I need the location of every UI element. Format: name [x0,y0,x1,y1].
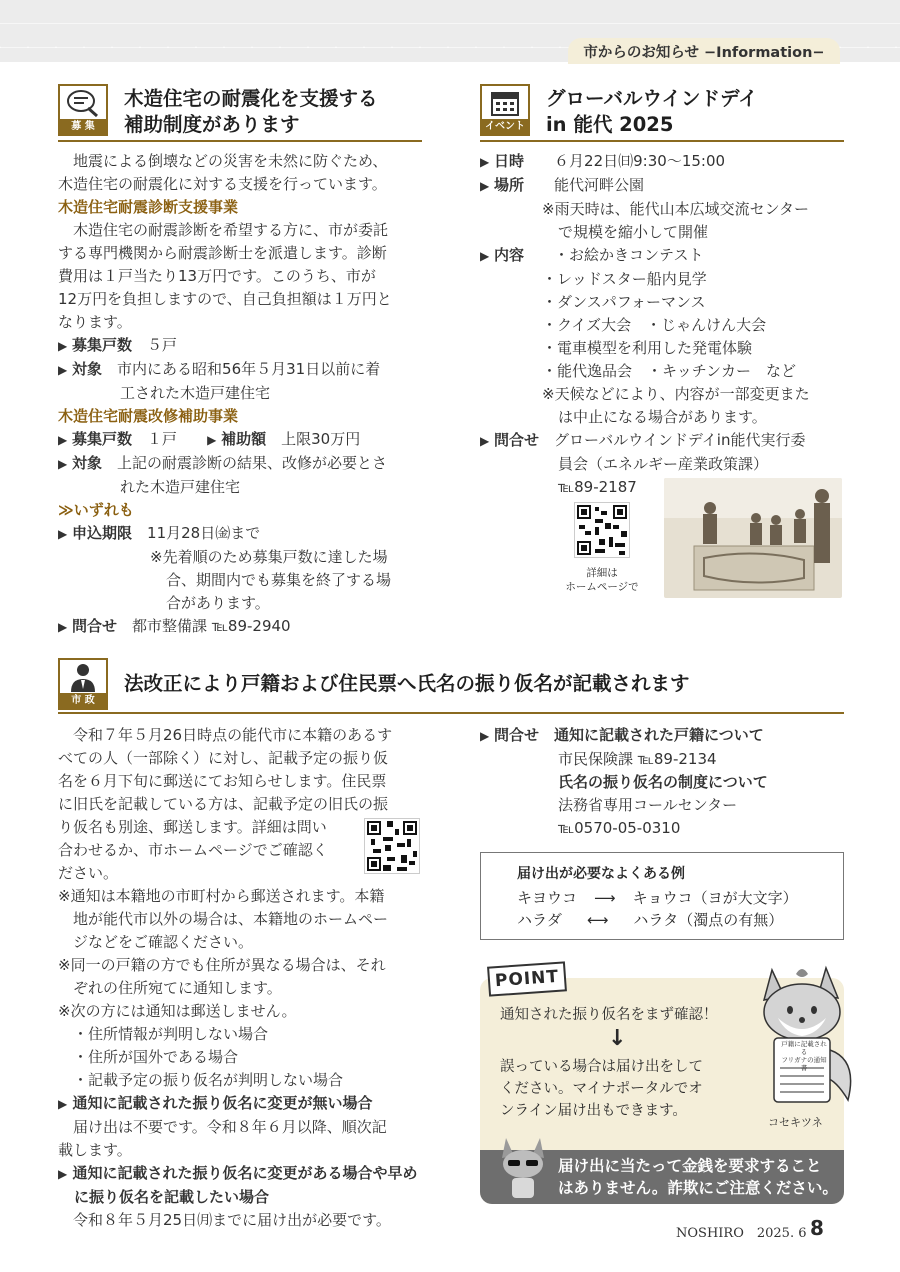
divider [480,140,844,142]
calendar-icon [489,88,521,118]
header-tab: 市からのお知らせ −Information− [568,38,840,64]
point-tag: POINT [487,961,567,996]
category-label: 募 集 [60,119,106,134]
page-number: 8 [810,1216,824,1240]
qr-code[interactable] [364,818,420,874]
example-row: ハラダ ⟷ ハラタ（濁点の有無） [517,911,784,929]
category-label: イベント [482,119,528,134]
sub1-heading: 木造住宅耐震診断支援事業 [58,198,239,216]
section1-title: 木造住宅の耐震化を支援する 補助制度があります [124,87,378,136]
qr-code[interactable] [574,502,630,558]
mascot-card-text: 戸籍に記載される フリガナの通知書 [781,1040,827,1072]
sub2-heading: 木造住宅耐震改修補助事業 [58,407,239,425]
example-box [480,852,844,940]
category-icon-event [480,84,530,136]
footer-publication: NOSHIRO 2025. 6 [676,1226,807,1241]
example-row: キヨウコ ⟶ キョウコ（ヨが大文字） [517,889,798,907]
person-icon [68,661,98,693]
arrow-right-icon: ⟶ [594,889,616,907]
arrow-down-icon: ↓ [608,1026,627,1051]
category-icon-municipal [58,658,108,710]
speech-bubble-icon [66,88,100,118]
arrow-both-icon: ⟷ [586,911,609,929]
mascot-fox [748,960,858,1110]
qr-caption: 詳細は ホームページで [565,567,639,593]
event-photo [664,478,842,598]
warning-bar: 届け出に当たって金銭を要求すること はありません。詐欺にご注意ください。 [480,1150,844,1204]
section2-title: グローバルウインドデイ in 能代 2025 [546,87,758,136]
section3-contact: ▶ 問合せ 通知に記載された戸籍について 市民保険課 ℡89-2134 氏名の振り仮名の制度について 法務省専用コールセンター ℡0570-05-0310 [480,726,768,837]
section1-body: 地震による倒壊などの災害を未然に防ぐため、 木造住宅の耐震化に対する支援を行っています。 木造住宅耐震診断支援事業 木造住宅の耐震診断を希望する方に、市が委託 する専門機関から耐震診断士を派遣します。診断 費用は１戸当たり13万円です。このうち、市が 12万円を負担しますので、自己負担額は１万円と なります。 ▶ 募集戸数 ５戸 ▶ 対象 市内にある昭和56年５月31日以前に着 工された木造戸建住宅 木造住宅耐震改修補助事業 ▶ 募集戸数 １戸 ▶ 補助額 上限30万円 ▶ 対象 上記の耐震診断の結果、改修が必要とさ れた木造戸建住宅 ≫いずれも ▶ 申込期限 11月28日㈮まで ※先着順のため募集戸数に達した場 合、期間内でも募集を終了する場 合があります。 ▶ 問合せ 都市整備課 ℡89-2940 [58,150,428,639]
section3-title: 法改正により戸籍および住民票へ氏名の振り仮名が記載されます [124,672,690,695]
example-title: 届け出が必要なよくある例 [517,866,685,882]
category-icon-recruit [58,84,108,136]
mascot-name: コセキツネ [768,1116,823,1129]
divider [58,712,844,714]
point-text: 通知された振り仮名をまず確認！ ↓ 誤っている場合は届け出をして ください。マイナポータルでオ ンライン届け出もできます。 [500,1007,718,1119]
category-label: 市 政 [60,693,106,708]
section2-body: ▶ 日時 ６月22日㈰9:30～15:00 ▶ 場所 能代河畔公園 ※雨天時は、能代山本広域交流センター で規模を縮小して開催 ▶ 内容 ・お絵かきコンテスト ・レッドスター船内見学 ・ダンスパフォーマンス ・クイズ大会 ・じゃんけん大会 ・電車模型を利用した発電体験 ・能代逸品会 ・キッチンカー など ※天候などにより、内容が一部変更また は中止になる場合があります。 ▶ 問合せ グローバルウインドデイin能代実行委 員会（エネルギー産業政策課） ℡89-2187 [480,152,810,496]
mascot-sunglasses [494,1132,554,1202]
divider [58,140,422,142]
section3-body: 令和７年５月26日時点の能代市に本籍のあるす べての人（一部除く）に対し、記載予定の振り仮 名を６月下旬に郵送にてお知らせします。住民票 に旧氏を記載している方は、記載予定の旧氏の振 り仮名も別途、郵送します。詳細は問い 合わせるか、市ホームページでご確認く ださい。 ※通知は本籍地の市町村から郵送されます。本籍 地が能代市以外の場合は、本籍地のホームペー ジなどをご確認ください。 ※同一の戸籍の方でも住所が異なる場合は、それ ぞれの住所宛てに通知します。 ※次の方には通知は郵送しません。 ・住所情報が判明しない場合 ・住所が国外である場合 ・記載予定の振り仮名が判明しない場合 ▶ 通知に記載された振り仮名に変更が無い場合 届け出は不要です。令和８年６月以降、順次記 載します。 ▶ 通知に記載された振り仮名に変更がある場合や早め に振り仮名を記載したい場合 令和８年５月25日㈪までに届け出が必要です。 [58,726,418,1229]
